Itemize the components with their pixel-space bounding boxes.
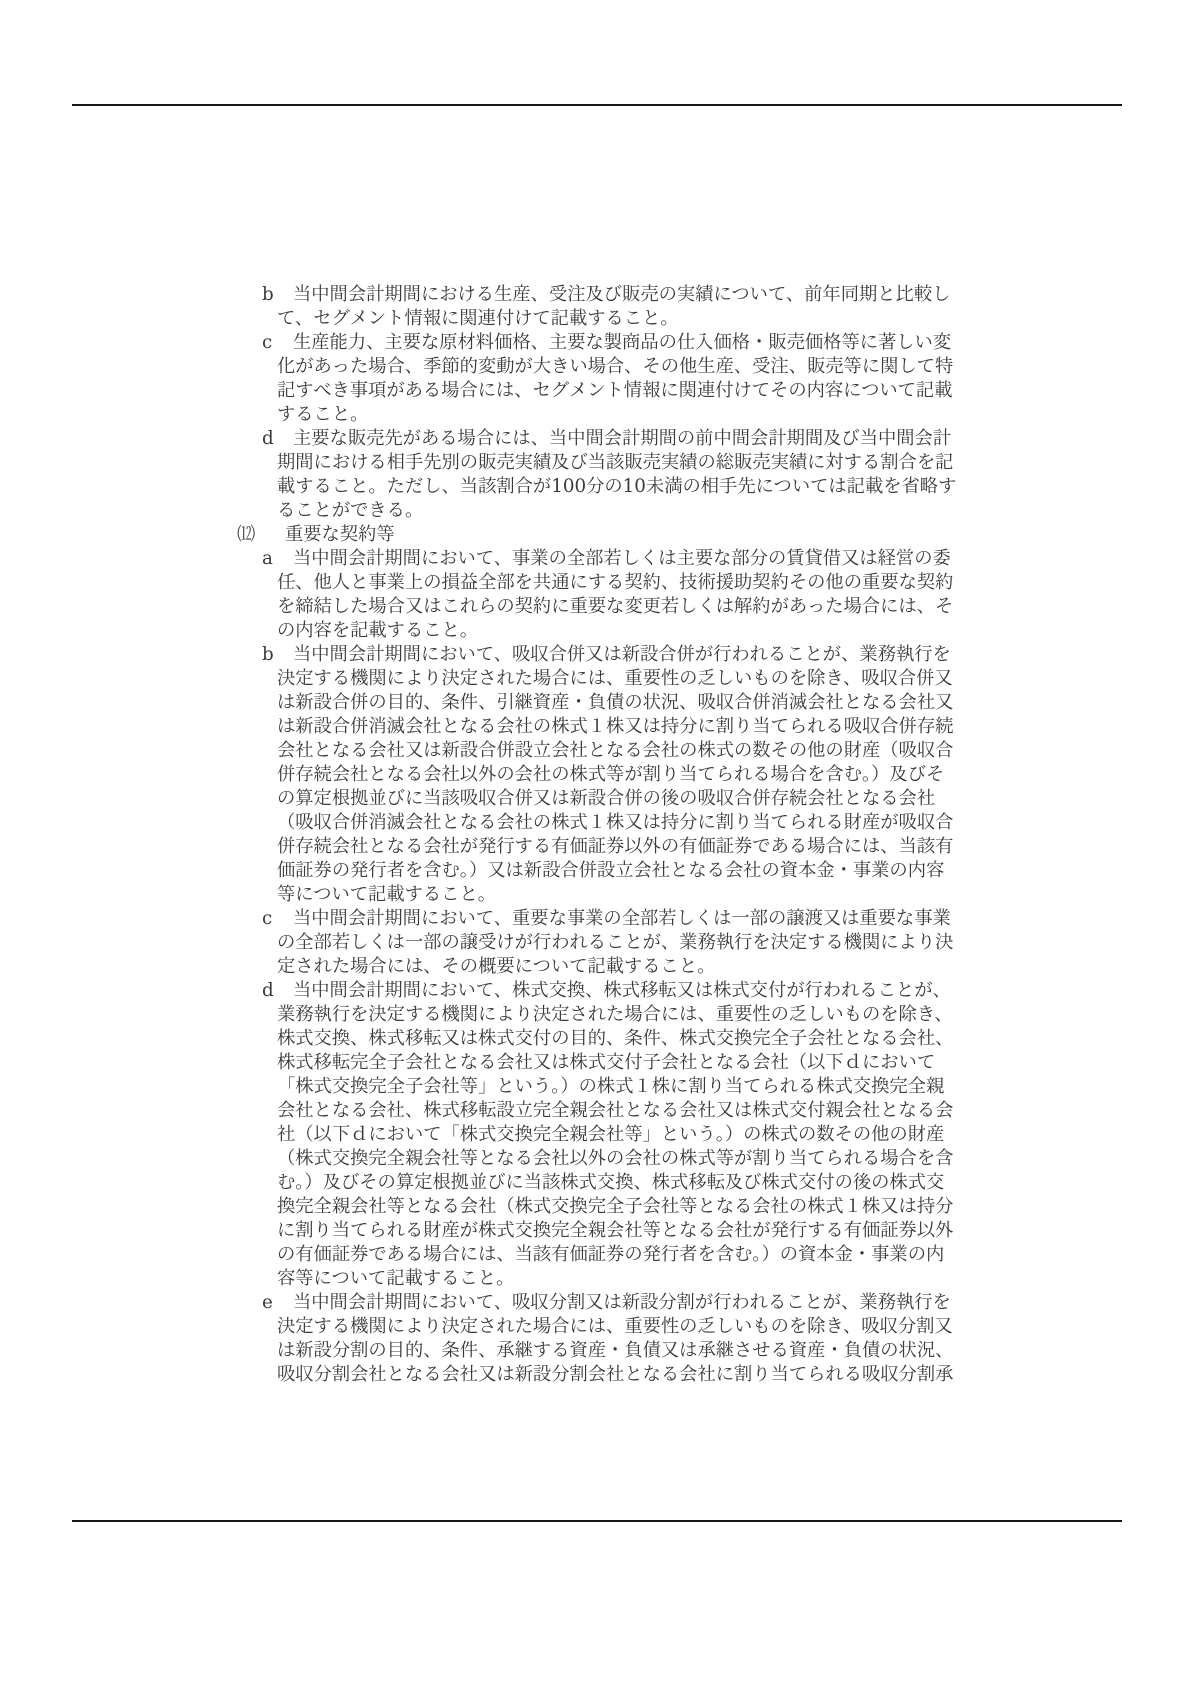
text-line: の有価証券である場合には、当該有価証券の発行者を含む。）の資本金・事業の内 — [277, 1244, 945, 1265]
text-line: の算定根拠並びに当該吸収合併又は新設合併の後の吸収合併存続会社となる会社 — [277, 788, 936, 809]
list-item-d — [237, 979, 977, 1291]
text-line: 当中間会計期間において、株式交換、株式移転又は株式交付が行われることが、 — [293, 980, 951, 1001]
text-line: は新設合併の目的、条件、引継資産・負債の状況、吸収合併消滅会社となる会社又 — [277, 692, 954, 713]
text-line: 株式交換、株式移転又は株式交付の目的、条件、株式交換完全子会社となる会社、 — [277, 1028, 954, 1049]
text-line: 吸収分割会社となる会社又は新設分割会社となる会社に割り当てられる吸収分割承 — [277, 1364, 954, 1385]
text-line: は新設分割の目的、条件、承継する資産・負債又は承継させる資産・負債の状況、 — [277, 1340, 954, 1361]
bottom-rule — [72, 1520, 1122, 1522]
text-line: 社（以下ｄにおいて「株式交換完全親会社等」という。）の株式の数その他の財産 — [277, 1124, 945, 1145]
document-body — [237, 283, 977, 1387]
text-line: 価証券の発行者を含む。）又は新設合併設立会社となる会社の資本金・事業の内容 — [277, 860, 945, 881]
text-line: ることができる。 — [277, 500, 424, 521]
text-line: 換完全親会社等となる会社（株式交換完全子会社等となる会社の株式１株又は持分 — [277, 1196, 954, 1217]
text-line: の全部若しくは一部の譲受けが行われることが、業務執行を決定する機関により決 — [277, 932, 954, 953]
text-line: 載すること。ただし、当該割合が100分の10未満の相手先については記載を省略す — [277, 476, 957, 497]
text-line: 会社となる会社又は新設合併設立会社となる会社の株式の数その他の財産（吸収合 — [277, 740, 954, 761]
text-line: 等について記載すること。 — [277, 884, 497, 905]
text-line: 業務執行を決定する機関により決定された場合には、重要性の乏しいものを除き、 — [277, 1004, 953, 1025]
item-marker: d — [262, 980, 274, 1001]
list-item-a — [237, 547, 977, 643]
list-item-c — [237, 331, 977, 427]
list-item-e — [237, 1291, 977, 1387]
item-marker: b — [262, 644, 274, 665]
text-line: 併存続会社となる会社が発行する有価証券以外の有価証券である場合には、当該有 — [277, 836, 954, 857]
text-line: 当中間会計期間において、事業の全部若しくは主要な部分の賃貸借又は経営の委 — [293, 548, 951, 569]
text-line: 当中間会計期間において、重要な事業の全部若しくは一部の譲渡又は重要な事業 — [293, 908, 951, 929]
text-line: 当中間会計期間において、吸収分割又は新設分割が行われることが、業務執行を — [293, 1292, 951, 1313]
item-marker: b — [262, 284, 274, 305]
text-line: て、セグメント情報に関連付けて記載すること。 — [277, 308, 679, 329]
list-item-d — [237, 427, 977, 523]
list-item-b — [237, 643, 977, 907]
text-line: 重要な契約等 — [285, 524, 395, 545]
text-line: 化があった場合、季節的変動が大きい場合、その他生産、受注、販売等に関して特 — [277, 356, 954, 377]
item-marker: d — [262, 428, 274, 449]
text-line: は新設合併消滅会社となる会社の株式１株又は持分に割り当てられる吸収合併存続 — [277, 716, 954, 737]
list-item-b — [237, 283, 977, 331]
text-line: 株式移転完全子会社となる会社又は株式交付子会社となる会社（以下ｄにおいて — [277, 1052, 936, 1073]
text-line: 期間における相手先別の販売実績及び当該販売実績の総販売実績に対する割合を記 — [277, 452, 954, 473]
text-line: すること。 — [277, 404, 369, 425]
text-line: 生産能力、主要な原材料価格、主要な製商品の仕入価格・販売価格等に著しい変 — [293, 332, 952, 353]
text-line: 定された場合には、その概要について記載すること。 — [277, 956, 716, 977]
text-line: に割り当てられる財産が株式交換完全親会社等となる会社が発行する有価証券以外 — [277, 1220, 954, 1241]
text-line: （株式交換完全親会社等となる会社以外の会社の株式等が割り当てられる場合を含 — [277, 1148, 954, 1169]
item-marker: ⑿ — [237, 524, 256, 545]
top-rule — [72, 104, 1122, 106]
text-line: の内容を記載すること。 — [277, 620, 479, 641]
text-line: 記すべき事項がある場合には、セグメント情報に関連付けてその内容について記載 — [277, 380, 953, 401]
text-line: 主要な販売先がある場合には、当中間会計期間の前中間会計期間及び当中間会計 — [293, 428, 952, 449]
item-marker: c — [262, 332, 273, 353]
text-line: む。）及びその算定根拠並びに当該株式交換、株式移転及び株式交付の後の株式交 — [277, 1172, 945, 1193]
text-line: 決定する機関により決定された場合には、重要性の乏しいものを除き、吸収分割又 — [277, 1316, 953, 1337]
text-line: を締結した場合又はこれらの契約に重要な変更若しくは解約があった場合には、そ — [277, 596, 954, 617]
text-line: 任、他人と事業上の損益全部を共通にする契約、技術援助契約その他の重要な契約 — [277, 572, 954, 593]
text-line: 併存続会社となる会社以外の会社の株式等が割り当てられる場合を含む。）及びそ — [277, 764, 945, 785]
text-line: （吸収合併消滅会社となる会社の株式１株又は持分に割り当てられる財産が吸収合 — [277, 812, 954, 833]
item-marker: c — [262, 908, 273, 929]
text-line: 容等について記載すること。 — [277, 1268, 515, 1289]
text-line: 当中間会計期間において、吸収合併又は新設合併が行われることが、業務執行を — [293, 644, 951, 665]
text-line: 決定する機関により決定された場合には、重要性の乏しいものを除き、吸収合併又 — [277, 668, 953, 689]
text-line: 当中間会計期間における生産、受注及び販売の実績について、前年同期と比較し — [293, 284, 951, 305]
list-item-⑿ — [237, 523, 977, 547]
item-marker: a — [262, 548, 273, 569]
list-item-c — [237, 907, 977, 979]
text-line: 「株式交換完全子会社等」という。）の株式１株に割り当てられる株式交換完全親 — [277, 1076, 945, 1097]
item-marker: e — [262, 1292, 273, 1313]
text-line: 会社となる会社、株式移転設立完全親会社となる会社又は株式交付親会社となる会 — [277, 1100, 954, 1121]
